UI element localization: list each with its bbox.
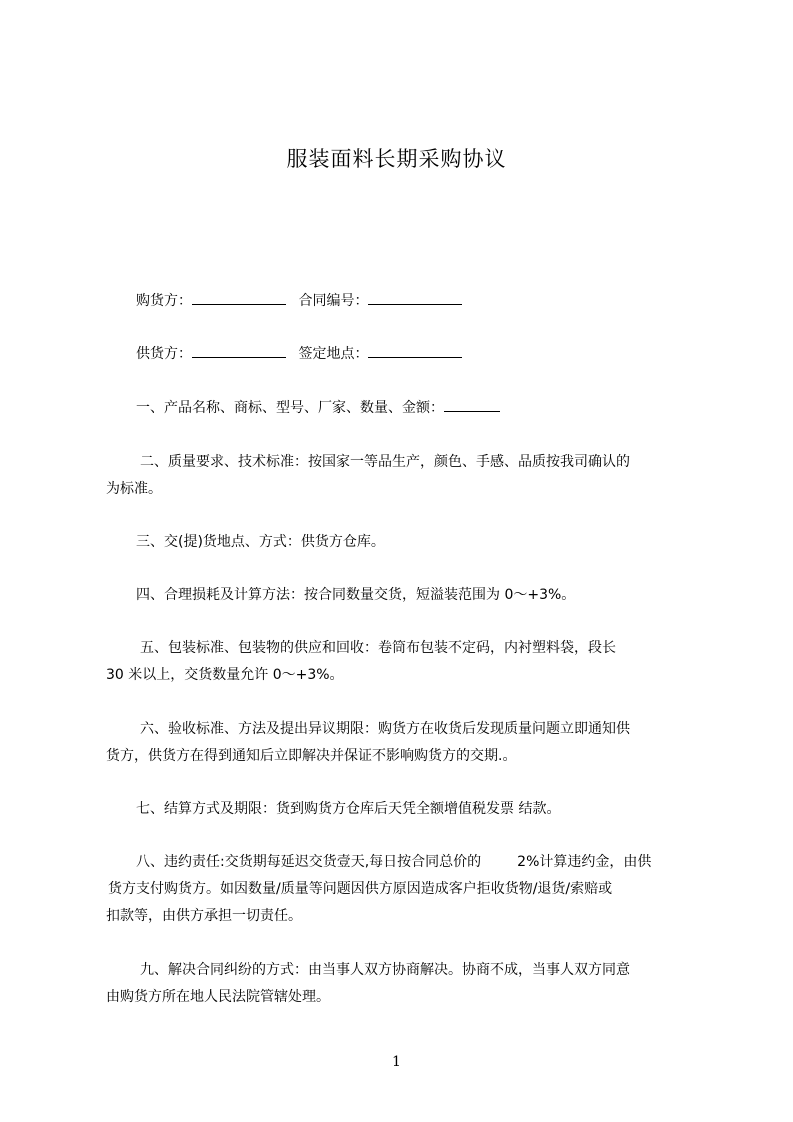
clause-8-line-1-a: 八、违约责任:交货期每延迟交货壹天,每日按合同总价的 <box>136 854 482 870</box>
sign-place-blank[interactable] <box>368 343 462 358</box>
clause-6-line-1: 六、验收标准、方法及提出异议期限：购货方在收货后发现质量问题立即通知供 <box>140 721 630 737</box>
clause-5-line-2: 30 米以上，交货数量允许 0～+3%。 <box>106 667 344 683</box>
supplier-blank[interactable] <box>192 343 286 358</box>
sign-place-label: 签定地点： <box>298 346 369 362</box>
clause-9-line-1: 九、解决合同纠纷的方式：由当事人双方协商解决。协商不成，当事人双方同意 <box>140 962 630 978</box>
clause-8-line-3: 扣款等，由供方承担一切责任。 <box>106 908 302 924</box>
clause-8-line-1 <box>136 848 728 876</box>
clause-9-line-2: 由购货方所在地人民法院管辖处理。 <box>106 989 330 1005</box>
document-title: 服装面料长期采购协议 <box>286 147 507 171</box>
buyer-row <box>136 287 728 315</box>
clause-4: 四、合理损耗及计算方法：按合同数量交货，短溢装范围为 0～+3%。 <box>136 587 576 603</box>
clause-1 <box>136 394 728 422</box>
clause-2-line-1: 二、质量要求、技术标准：按国家一等品生产，颜色、手感、品质按我司确认的 <box>140 454 630 470</box>
supplier-row <box>136 340 728 368</box>
supplier-label: 供货方： <box>136 346 192 362</box>
buyer-label: 购货方： <box>136 293 192 309</box>
clause-6-line-2: 货方，供货方在得到通知后立即解决并保证不影响购货方的交期.。 <box>106 748 517 764</box>
clause-2-line-2: 为标准。 <box>106 481 162 497</box>
contract-no-blank[interactable] <box>368 290 462 305</box>
product-info-blank[interactable] <box>444 397 500 412</box>
clause-8-line-1-b: 2%计算违约金，由供 <box>517 854 652 870</box>
buyer-blank[interactable] <box>192 290 286 305</box>
contract-no-label: 合同编号： <box>298 293 369 309</box>
clause-5-line-1: 五、包装标准、包装物的供应和回收：卷筒布包装不定码，内衬塑料袋，段长 <box>140 640 616 656</box>
clause-8-line-2: 货方支付购货方。如因数量/质量等问题因供方原因造成客户拒收货物/退货/索赔或 <box>108 881 613 897</box>
clause-1-text: 一、产品名称、商标、型号、厂家、数量、金额： <box>136 400 444 416</box>
clause-3: 三、交(提)货地点、方式：供货方仓库。 <box>136 534 385 550</box>
clause-7: 七、结算方式及期限：货到购货方仓库后天凭全额增值税发票 结款。 <box>136 801 561 817</box>
page-number: 1 <box>392 1054 401 1070</box>
